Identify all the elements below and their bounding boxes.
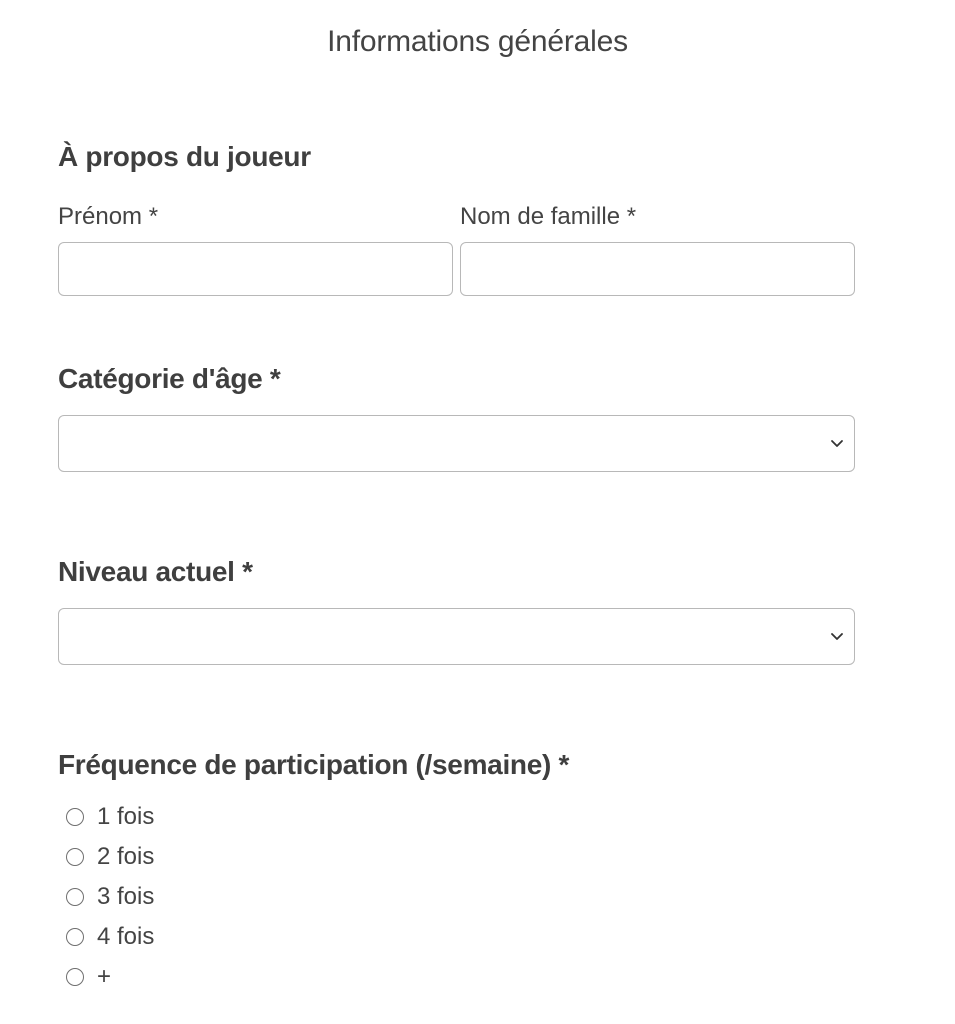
- radio-button[interactable]: [66, 808, 84, 826]
- current-level-select[interactable]: [58, 608, 855, 665]
- current-level-heading: Niveau actuel *: [58, 556, 253, 587]
- radio-button[interactable]: [66, 968, 84, 986]
- page-title: Informations générales: [327, 25, 628, 58]
- age-category-heading: Catégorie d'âge *: [58, 363, 281, 394]
- frequency-option-plus[interactable]: [66, 962, 111, 992]
- frequency-option-3[interactable]: [66, 882, 154, 912]
- frequency-option-4[interactable]: [66, 922, 154, 952]
- first-name-input[interactable]: [58, 242, 453, 296]
- last-name-input[interactable]: [460, 242, 855, 296]
- age-category-select[interactable]: [58, 415, 855, 472]
- last-name-label: Nom de famille *: [460, 203, 637, 230]
- radio-button[interactable]: [66, 888, 84, 906]
- radio-button[interactable]: [66, 848, 84, 866]
- radio-label: +: [97, 963, 112, 990]
- radio-label: 3 fois: [97, 883, 155, 910]
- radio-label: 2 fois: [97, 843, 155, 870]
- first-name-label: Prénom *: [58, 203, 159, 230]
- frequency-option-2[interactable]: [66, 842, 154, 872]
- radio-label: 1 fois: [97, 803, 155, 830]
- radio-label: 4 fois: [97, 923, 155, 950]
- radio-button[interactable]: [66, 928, 84, 946]
- chevron-down-icon: [830, 632, 844, 642]
- chevron-down-icon: [830, 439, 844, 449]
- frequency-heading: Fréquence de participation (/semaine) *: [58, 749, 570, 780]
- player-section-heading: À propos du joueur: [58, 141, 311, 172]
- frequency-option-1[interactable]: [66, 802, 154, 832]
